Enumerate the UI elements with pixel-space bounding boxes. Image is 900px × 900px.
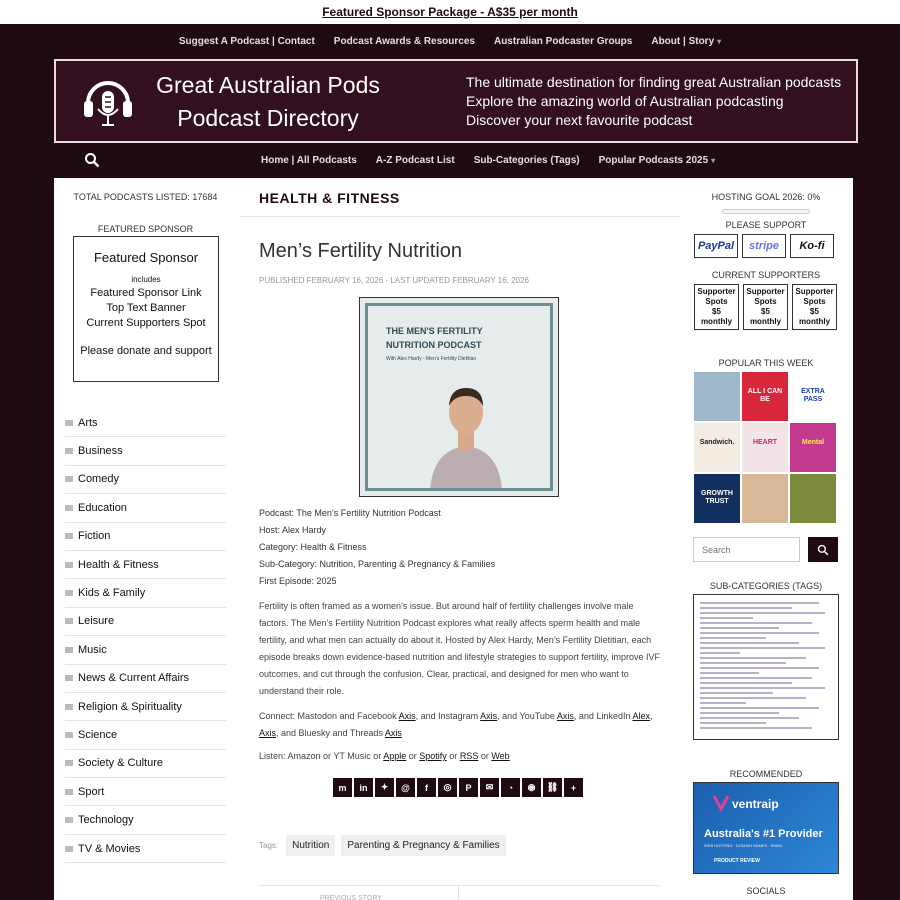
popular-podcast-thumbnail[interactable] (694, 474, 740, 523)
more-icon[interactable]: + (564, 778, 583, 797)
recommended-ad-banner[interactable] (693, 782, 839, 874)
sidebar-category-item[interactable] (65, 806, 226, 834)
sidebar-category-item[interactable] (65, 835, 226, 863)
tag-cloud-line (700, 657, 806, 659)
folder-icon (65, 817, 73, 823)
chevron-down-icon: ▾ (711, 155, 716, 165)
youtube-axis-link[interactable]: Axis (556, 711, 574, 721)
please-support-label: PLEASE SUPPORT (725, 220, 807, 230)
supporter-spot-line: Spots (754, 297, 777, 306)
main-nav-links (261, 143, 715, 177)
category-label: Science (78, 728, 118, 741)
payment-buttons (694, 234, 834, 258)
post-title: Men’s Fertility Nutrition (259, 240, 463, 262)
main-nav-item[interactable] (376, 155, 455, 166)
host-photo-icon (426, 372, 506, 491)
top-nav-item[interactable] (334, 36, 475, 47)
heading-divider (240, 216, 680, 217)
tag-cloud-line (700, 707, 819, 709)
sidebar-category-item[interactable] (65, 409, 226, 437)
popular-podcast-thumbnail[interactable] (742, 423, 788, 472)
popular-podcast-thumbnail[interactable] (694, 372, 740, 421)
folder-icon (65, 476, 73, 482)
tag-cloud-line (700, 712, 779, 714)
copy-link-icon[interactable]: ⛓ (543, 778, 562, 797)
paypal-button[interactable]: PayPal (694, 234, 738, 258)
listen-links (259, 751, 510, 761)
sponsor-package-link[interactable]: Featured Sponsor Package - A$35 per month (322, 5, 578, 19)
subcategories-label: SUB-CATEGORIES (TAGS) (709, 581, 823, 591)
popular-podcast-thumbnail[interactable] (742, 372, 788, 421)
connect-text: , and Bluesky and Threads (276, 728, 385, 738)
supporter-spot[interactable] (694, 284, 739, 330)
category-label: Religion & Spirituality (78, 700, 182, 713)
popular-podcast-title: Mental (801, 439, 825, 446)
tag-cloud-line (700, 627, 779, 629)
sidebar-category-item[interactable] (65, 778, 226, 806)
sidebar-category-item[interactable] (65, 579, 226, 607)
connect-text: , and YouTube (497, 711, 557, 721)
sponsor-top-banner (0, 0, 900, 24)
folder-icon (65, 618, 73, 624)
cover-artwork (365, 303, 553, 491)
category-label: Fiction (78, 530, 111, 543)
linkedin-alex-link[interactable]: Alex (632, 711, 650, 721)
site-title-line2: Podcast Directory (177, 105, 359, 131)
connect-text: , and LinkedIn (573, 711, 633, 721)
popular-podcast-thumbnail[interactable] (790, 474, 836, 523)
category-label: Business (78, 445, 123, 458)
category-label: Leisure (78, 615, 115, 628)
tagline: Explore the amazing world of Australian podcasting (466, 93, 784, 109)
main-nav-item-label: Sub-Categories (Tags) (473, 154, 580, 166)
top-nav-item-label: Suggest A Podcast | Contact (178, 35, 315, 47)
top-nav-item-label: About | Story (651, 35, 715, 47)
cover-title-line2: NUTRITION PODCAST (386, 340, 482, 350)
web-link[interactable]: Web (491, 751, 510, 761)
total-podcasts-count: TOTAL PODCASTS LISTED: 17684 (73, 192, 218, 202)
top-nav-item[interactable] (179, 36, 315, 47)
category-label: Kids & Family (78, 587, 146, 600)
main-nav-item-label: A-Z Podcast List (375, 154, 455, 166)
email-icon[interactable]: ✉ (480, 778, 499, 797)
popular-podcasts-grid (694, 372, 836, 523)
popular-podcast-title: HEART (752, 439, 778, 446)
main-navigation (54, 143, 854, 177)
popular-podcast-thumbnail[interactable] (790, 372, 836, 421)
popular-podcast-thumbnail[interactable] (694, 423, 740, 472)
previous-story-link[interactable]: PREVIOUS STORY (320, 895, 382, 900)
site-header (54, 59, 858, 143)
mastodon-icon[interactable]: m (333, 778, 352, 797)
folder-icon (65, 533, 73, 539)
featured-sponsor-includes: includes (131, 275, 161, 284)
facebook-icon[interactable]: f (417, 778, 436, 797)
category-label: Health & Fitness (78, 558, 159, 571)
popular-this-week-label: POPULAR THIS WEEK (718, 358, 814, 368)
listen-text: Listen: Amazon or YT Music or (259, 751, 384, 761)
folder-icon (65, 562, 73, 568)
post-navigation-divider (259, 885, 659, 886)
supporter-spot-line: $5 (810, 307, 819, 316)
main-nav-item[interactable] (261, 155, 357, 166)
folder-icon (65, 789, 73, 795)
ad-title: Australia's #1 Provider (704, 828, 823, 840)
kofi-button[interactable]: Ko-fi (790, 234, 834, 258)
folder-icon (65, 590, 73, 596)
recommended-label: RECOMMENDED (729, 769, 803, 779)
tag-cloud-line (700, 672, 759, 674)
bluesky-icon[interactable]: ✦ (375, 778, 394, 797)
category-label: Sport (78, 785, 105, 798)
facebook-axis-link[interactable]: Axis (398, 711, 416, 721)
tag-cloud-line (700, 602, 819, 604)
popular-podcast-title: GROWTH TRUST (701, 490, 733, 505)
top-nav-item[interactable] (651, 36, 721, 47)
sidebar-category-item[interactable] (65, 636, 226, 664)
folder-icon (65, 420, 73, 426)
ventraip-logo-icon (712, 793, 730, 811)
supporter-spot-line: monthly (749, 317, 782, 326)
folder-icon (65, 760, 73, 766)
site-title[interactable] (150, 69, 386, 135)
category-label: News & Current Affairs (78, 672, 190, 685)
stripe-button[interactable]: stripe (742, 234, 786, 258)
search-icon[interactable] (84, 152, 100, 168)
ad-subtitle: WEB HOSTING · DOMAIN NAMES · EMAIL (704, 843, 783, 848)
apple-link[interactable]: Apple (383, 751, 407, 761)
podcast-details (259, 505, 495, 590)
supporter-spot-line: Supporter (746, 287, 785, 296)
subcategories-tag-cloud[interactable] (693, 594, 839, 740)
linkedin-axis-link[interactable]: Axis (259, 728, 277, 738)
content-area (54, 178, 853, 900)
hosting-goal-progress-bar (722, 209, 810, 214)
folder-icon (65, 846, 73, 852)
folder-icon (65, 675, 73, 681)
detail-category: Category: Health & Fitness (259, 542, 367, 552)
sidebar-category-item[interactable] (65, 608, 226, 636)
detail-subcategory: Sub-Category: Nutrition, Parenting & Pregnancy & Families (259, 559, 496, 569)
top-navigation (0, 24, 900, 58)
tag-cloud-line (700, 647, 825, 649)
tag-cloud-line (700, 642, 799, 644)
cover-title-line1: THE MEN'S FERTILITY (386, 326, 483, 336)
tags-label: Tags: (259, 841, 279, 850)
chevron-down-icon: ▾ (717, 36, 722, 46)
main-nav-item-label: Popular Podcasts 2025 (598, 154, 709, 166)
connect-text: Connect: Mastodon and Facebook (259, 711, 399, 721)
tag-cloud-line (700, 617, 753, 619)
top-nav-item-label: Australian Podcaster Groups (493, 35, 633, 47)
podcast-headphones-logo-icon[interactable] (80, 73, 136, 129)
sidebar-category-item[interactable] (65, 693, 226, 721)
threads-axis-link[interactable]: Axis (384, 728, 402, 738)
sidebar-category-item[interactable] (65, 721, 226, 749)
socials-label: SOCIALS (746, 886, 786, 896)
category-label: Education (78, 501, 127, 514)
listen-text: or (478, 751, 492, 761)
main-nav-item[interactable] (474, 155, 580, 166)
supporter-spot-line: Supporter (795, 287, 834, 296)
sidebar-category-item[interactable] (65, 466, 226, 494)
ad-brand: ventraip (732, 797, 779, 811)
featured-sponsor-heading: FEATURED SPONSOR (97, 224, 194, 234)
tag-cloud-line (700, 652, 740, 654)
tag-cloud-line (700, 677, 812, 679)
sidebar-category-item[interactable] (65, 523, 226, 551)
connect-text: , and Instagram (415, 711, 481, 721)
top-nav-item[interactable] (494, 36, 632, 47)
popular-podcast-title: EXTRA PASS (801, 388, 825, 403)
listen-text: or (446, 751, 460, 761)
tag-cloud-line (700, 697, 806, 699)
messenger-icon[interactable]: ◔ (501, 778, 520, 797)
category-label: Arts (78, 416, 98, 429)
supporter-spot-line: $5 (761, 307, 770, 316)
detail-host: Host: Alex Hardy (259, 525, 327, 535)
share-buttons (333, 778, 583, 797)
tag-cloud-line (700, 682, 792, 684)
tag-cloud-line (700, 667, 819, 669)
featured-sponsor-box[interactable] (73, 236, 219, 382)
rss-link[interactable]: RSS (459, 751, 479, 761)
listen-text: or (406, 751, 420, 761)
supporter-spot-line: Supporter (697, 287, 736, 296)
supporter-spots (694, 284, 837, 330)
featured-sponsor-line: Top Text Banner (106, 302, 186, 314)
linkedin-icon[interactable]: in (354, 778, 373, 797)
tagline: The ultimate destination for finding great Australian podcasts (466, 74, 842, 90)
tag-cloud-line (700, 662, 786, 664)
category-label: TV & Movies (78, 842, 141, 855)
tag-cloud-line (700, 727, 812, 729)
spotify-link[interactable]: Spotify (419, 751, 447, 761)
threads-icon[interactable]: @ (396, 778, 415, 797)
tag-link[interactable]: Parenting & Pregnancy & Families (341, 835, 505, 856)
featured-sponsor-line: Current Supporters Spot (86, 317, 206, 329)
category-label: Comedy (78, 473, 119, 486)
folder-icon (65, 505, 73, 511)
sidebar-category-item[interactable] (65, 665, 226, 693)
featured-sponsor-title: Featured Sponsor (93, 250, 199, 265)
tag-link[interactable]: Nutrition (286, 835, 335, 856)
sidebar-category-item[interactable] (65, 551, 226, 579)
cover-subtitle: With Alex Hardy - Men's Fertility Dietitian (386, 356, 477, 362)
current-supporters-label: CURRENT SUPPORTERS (711, 270, 821, 280)
tag-cloud-line (700, 612, 825, 614)
popular-podcast-title: Sandwich. (699, 439, 735, 446)
tag-cloud-line (700, 637, 766, 639)
folder-icon (65, 448, 73, 454)
pinterest-icon[interactable]: P (459, 778, 478, 797)
connect-links (259, 708, 661, 742)
folder-icon (65, 732, 73, 738)
supporter-spot-line: monthly (700, 317, 733, 326)
connect-text: , (650, 711, 653, 721)
tag-cloud-line (700, 722, 766, 724)
category-label: Society & Culture (78, 757, 163, 770)
post-navigation-separator (458, 885, 459, 900)
site-taglines (466, 73, 841, 130)
popular-podcast-thumbnail[interactable] (742, 474, 788, 523)
supporter-spot[interactable] (792, 284, 837, 330)
main-nav-item-label: Home | All Podcasts (261, 154, 357, 166)
featured-sponsor-line: Featured Sponsor Link (90, 287, 202, 299)
main-nav-item[interactable] (599, 155, 716, 166)
detail-podcast: Podcast: The Men’s Fertility Nutrition Podcast (259, 508, 441, 518)
tag-cloud-line (700, 687, 825, 689)
tag-cloud-line (700, 717, 799, 719)
supporter-spot[interactable] (743, 284, 788, 330)
sidebar-search-input[interactable] (693, 537, 800, 562)
featured-sponsor-donate: Please donate and support (80, 345, 212, 357)
reddit-icon[interactable]: ◉ (522, 778, 541, 797)
sidebar-search-button[interactable] (808, 537, 838, 562)
ad-badge: PRODUCT REVIEW (714, 858, 760, 864)
sidebar-category-item[interactable] (65, 750, 226, 778)
sidebar-category-item[interactable] (65, 494, 226, 522)
top-nav-item-label: Podcast Awards & Resources (333, 35, 475, 47)
cover-title (386, 324, 483, 352)
tag-cloud-line (700, 607, 792, 609)
category-list (65, 409, 226, 863)
supporter-spot-line: $5 (712, 307, 721, 316)
category-heading: HEALTH & FITNESS (259, 190, 400, 206)
search-icon (817, 544, 829, 556)
hosting-goal-label: HOSTING GOAL 2026: 0% (711, 192, 821, 202)
sidebar-category-item[interactable] (65, 437, 226, 465)
tag-cloud-line (700, 692, 773, 694)
instagram-icon[interactable]: ◎ (438, 778, 457, 797)
supporter-spot-line: Spots (803, 297, 826, 306)
category-label: Technology (78, 814, 134, 827)
podcast-cover-image (359, 297, 559, 497)
site-title-line1: Great Australian Pods (156, 72, 380, 98)
popular-podcast-thumbnail[interactable] (790, 423, 836, 472)
tag-cloud-line (700, 622, 812, 624)
tag-cloud-line (700, 632, 819, 634)
post-tags (259, 835, 506, 856)
detail-first-episode: First Episode: 2025 (259, 576, 337, 586)
post-meta: PUBLISHED FEBRUARY 16, 2026 · LAST UPDATED FEBRUARY 16, 2026 (259, 276, 529, 285)
podcast-description: Fertility is often framed as a women’s issue. But around half of fertility challenges involve male factors. The Men’s Fertility Nutrition Podcast explores what really affects sperm health and male fertility, and what men can actually do about it. Hosted by Alex Hardy, Men’s Fertility Dietitian, each episode breaks down evidence-based nutrition and lifestyle strategies to support fertility, improve IVF outcomes, and cut through the confusion. Clear, practical, and designed for men who want to understand their role. (259, 601, 661, 696)
folder-icon (65, 704, 73, 710)
tag-cloud-line (700, 702, 746, 704)
popular-podcast-title: ALL I CAN BE (747, 388, 783, 403)
category-label: Music (78, 643, 107, 656)
supporter-spot-line: Spots (705, 297, 728, 306)
tagline: Discover your next favourite podcast (466, 112, 693, 128)
folder-icon (65, 647, 73, 653)
instagram-axis-link[interactable]: Axis (480, 711, 498, 721)
supporter-spot-line: monthly (798, 317, 831, 326)
